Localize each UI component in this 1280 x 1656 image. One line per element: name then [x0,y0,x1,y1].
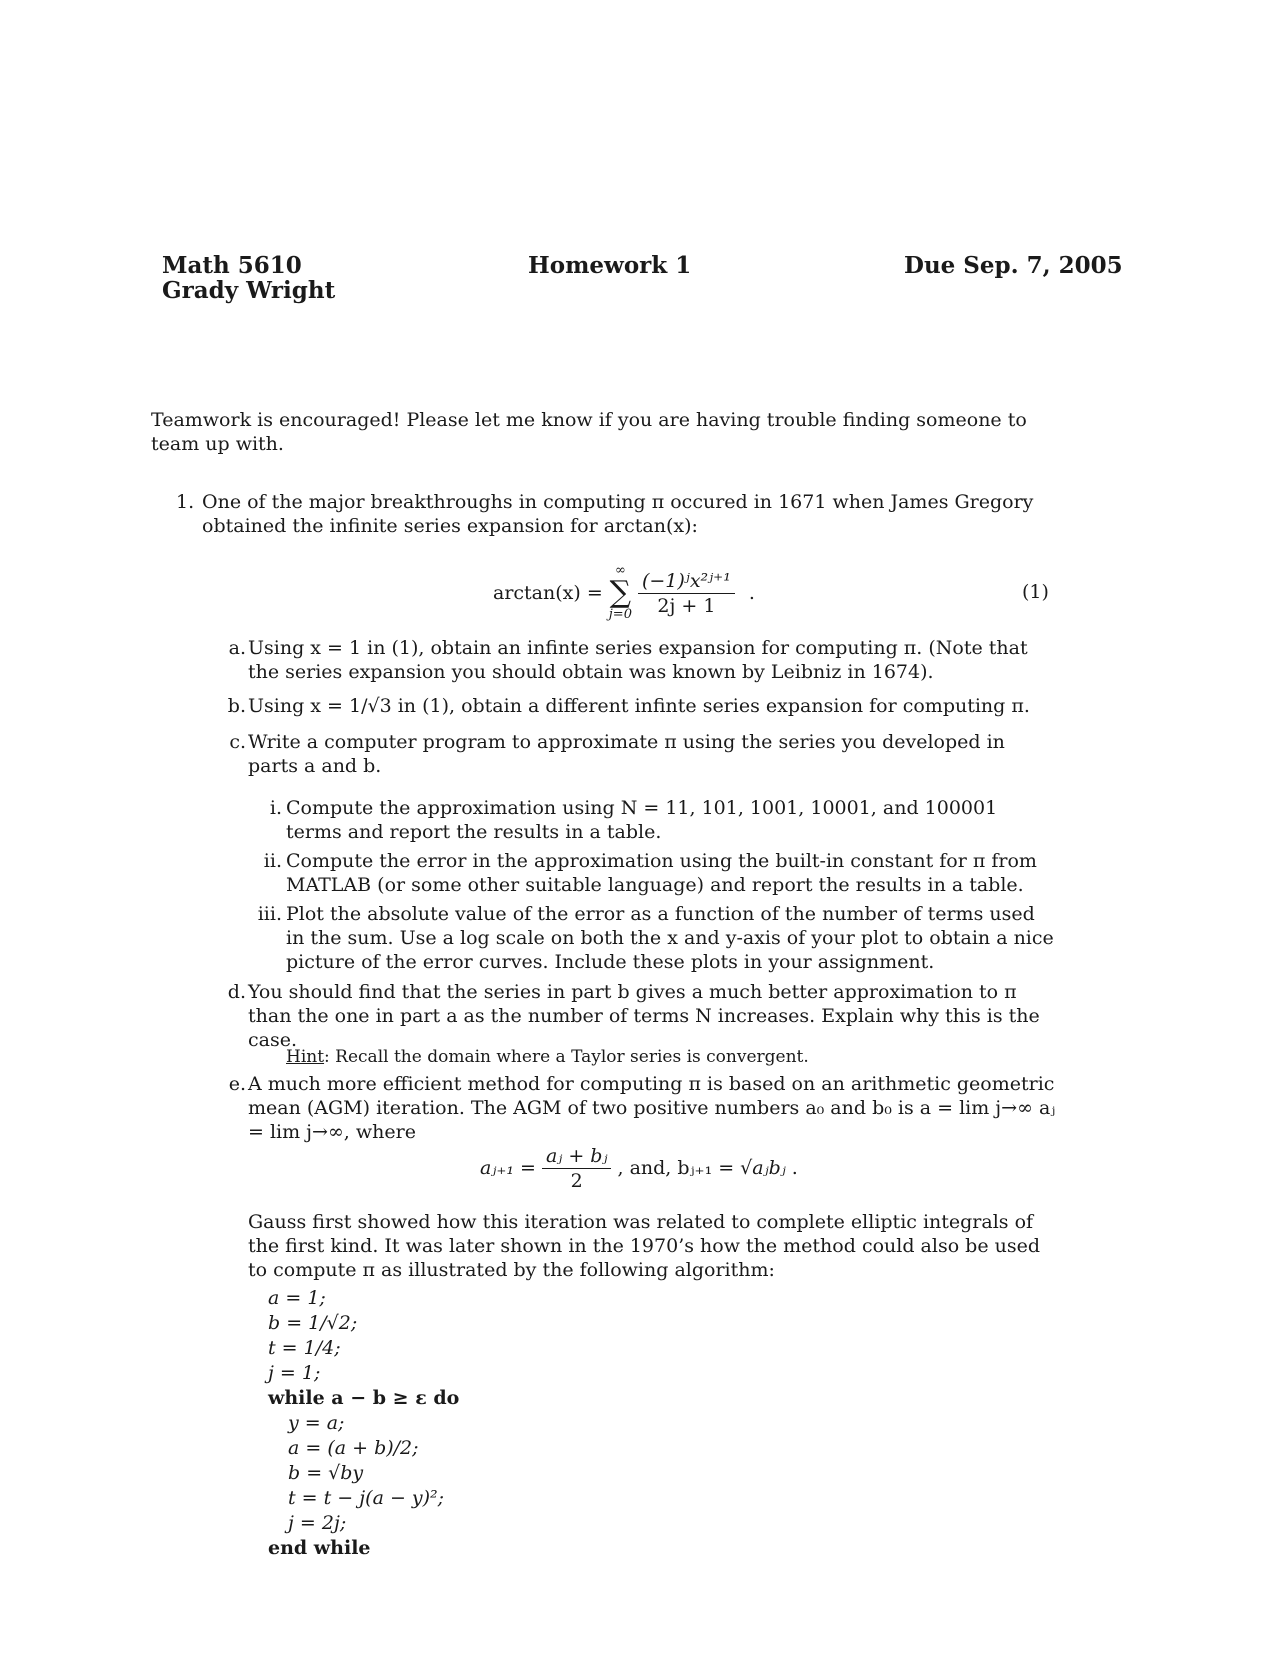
part-d [218,980,1058,1052]
course-name: Math 5610 [162,252,302,279]
part-label: c. [229,731,246,753]
subpart-text: Compute the error in the approximation using the built-in constant for π from MATLAB (or some other suitable language) and report the results in a table. [286,850,1037,896]
agm-denominator: 2 [570,1169,583,1192]
subpart-text: Compute the approximation using N = 11, 101, 1001, 10001, and 100001 terms and report the results in a table. [286,797,998,843]
part-text: Write a computer program to approximate π using the series you developed in parts a and b. [248,731,1005,777]
part-text: You should find that the series in part b gives a much better approximation to π than the one in part a as the number of terms N increases. Explain why this is the case. [248,981,1040,1051]
homework-title: Homework 1 [528,252,692,279]
part-text: Using x = 1/√3 in (1), obtain a different infinte series expansion for computing π. [248,695,1030,717]
part-a [218,636,1058,684]
subpart-ii [250,849,1058,897]
part-label: b. [227,695,246,717]
algo-line: b = 1/√2; [268,1312,358,1334]
subpart-label: i. [269,797,282,819]
part-label: e. [228,1073,246,1095]
agm-root: √aⱼbⱼ [740,1157,786,1179]
gauss-paragraph: Gauss first showed how this iteration was related to complete elliptic integrals of the first kind. It was later shown in the 1970’s how the method could also be used to compute π as illustrated by the following algorithm: [248,1211,1041,1281]
equation-tag: (1) [1022,581,1049,603]
subpart-iii [250,902,1058,974]
part-label: d. [227,981,246,1003]
sum-lower-limit: j=0 [608,607,632,622]
algo-line: a = 1; [268,1287,326,1309]
agm-middle: , and, bⱼ₊₁ = [617,1157,735,1179]
algo-line: y = a; [288,1412,345,1434]
subpart-label: ii. [263,850,282,872]
algo-line: t = t − j(a − y)²; [288,1487,445,1509]
part-label: a. [228,637,246,659]
part-text: Using x = 1 in (1), obtain an infinte series expansion for computing π. (Note that the series expansion you should obtain was known by Leibniz in 1674). [248,637,1028,683]
part-c [218,730,1058,778]
summation [609,564,632,622]
problem-1-text: One of the major breakthroughs in computing π occured in 1671 when James Gregory obtained the infinite series expansion for arctan(x): [202,491,1034,537]
agm-algorithm [268,1286,459,1561]
algo-line: j = 2j; [288,1512,347,1534]
problem-number: 1. [176,491,195,513]
subpart-label: iii. [257,903,282,925]
agm-lhs: aⱼ₊₁ = [480,1157,536,1179]
part-text: A much more efficient method for computing π is based on an arithmetic geometric mean (AGM) iteration. The AGM of two positive numbers a₀ and b₀ is a = lim j→∞ aⱼ = lim j→∞, where [248,1073,1056,1143]
subpart-text: Plot the absolute value of the error as a function of the number of terms used in the sum. Use a log scale on both the x and y-axis of your plot to obtain a nice picture of the error curves. Include these plots in your assignment. [286,903,1054,973]
algo-line: a = (a + b)/2; [288,1437,419,1459]
algo-line: t = 1/4; [268,1337,341,1359]
sum-upper-limit: ∞ [614,563,626,578]
eq1-lhs: arctan(x) = [493,582,603,604]
hint-label: Hint [286,1047,325,1067]
eq1-period: . [748,582,755,604]
algo-while: while a − b ≥ ε do [268,1387,460,1409]
subpart-i [250,796,1058,844]
problem-1 [176,490,1056,538]
agm-period: . [791,1157,798,1179]
agm-equation [480,1140,798,1196]
hint-text: : Recall the domain where a Taylor series is convergent. [324,1047,809,1067]
algo-end-while: end while [268,1537,371,1559]
eq1-denominator: 2j + 1 [657,594,716,617]
algo-line: b = √by [288,1462,364,1484]
part-e [218,1072,1058,1144]
algo-line: j = 1; [268,1362,321,1384]
due-date: Due Sep. 7, 2005 [904,252,1123,279]
eq1-numerator: (−1)ʲx²ʲ⁺¹ [638,570,735,594]
instructor-name: Grady Wright [162,277,336,304]
part-b [218,694,1058,718]
eq1-fraction [638,570,735,617]
agm-numerator: aⱼ + bⱼ [542,1145,612,1169]
sum-symbol: ∑ [609,575,632,610]
hint [286,1045,809,1069]
intro-paragraph: Teamwork is encouraged! Please let me know if you are having trouble finding someone to team up with. [151,409,1027,455]
agm-fraction [542,1145,612,1192]
header-left [162,253,335,303]
equation-1 [0,558,1280,628]
